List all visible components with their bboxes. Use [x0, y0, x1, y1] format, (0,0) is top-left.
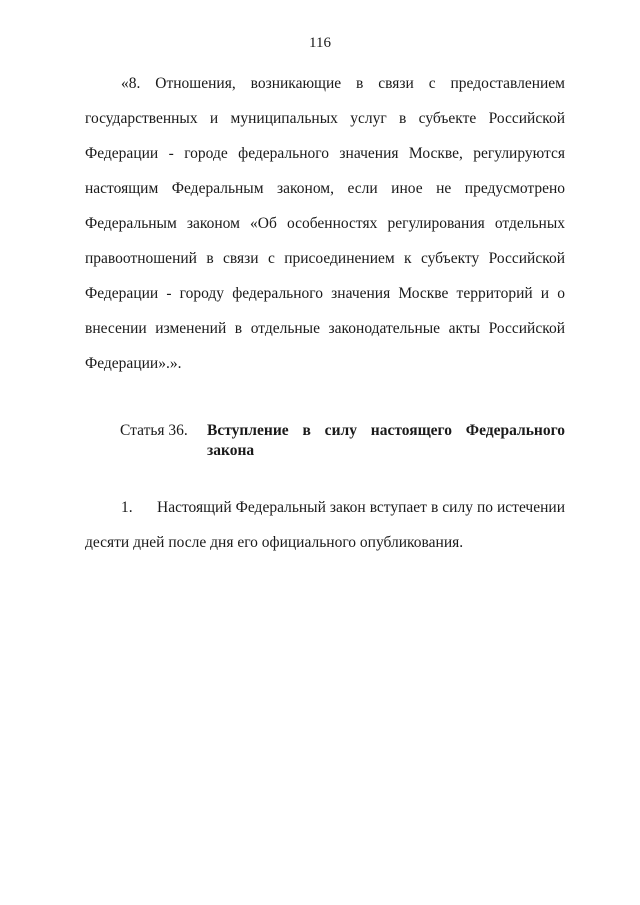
article-title: Вступление в силу настоящего Федерального закона: [207, 422, 565, 459]
article-label: Статья 36.: [120, 422, 188, 439]
amendment-paragraph: «8. Отношения, возникающие в связи с предоставлением государственных и муниципальных услуг в субъекте Российской Федерации - городе федерального значения Москве, регулируются настоящим Федеральным законом, если иное не предусмотрено Федеральным законом «Об особенностях регулирования отдельных правоотношений в связи с присоединением к субъекту Российской Федерации - городу федерального значения Москве территорий и о внесении изменений в отдельные законодательные акты Российской Федерации».».: [85, 75, 565, 372]
page-number: 116: [309, 35, 331, 51]
clause-number: 1.: [121, 499, 133, 516]
clause-text: Настоящий Федеральный закон вступает в силу по истечении десяти дней после дня его официального опубликования.: [85, 499, 565, 551]
clause-paragraph: [85, 490, 565, 560]
